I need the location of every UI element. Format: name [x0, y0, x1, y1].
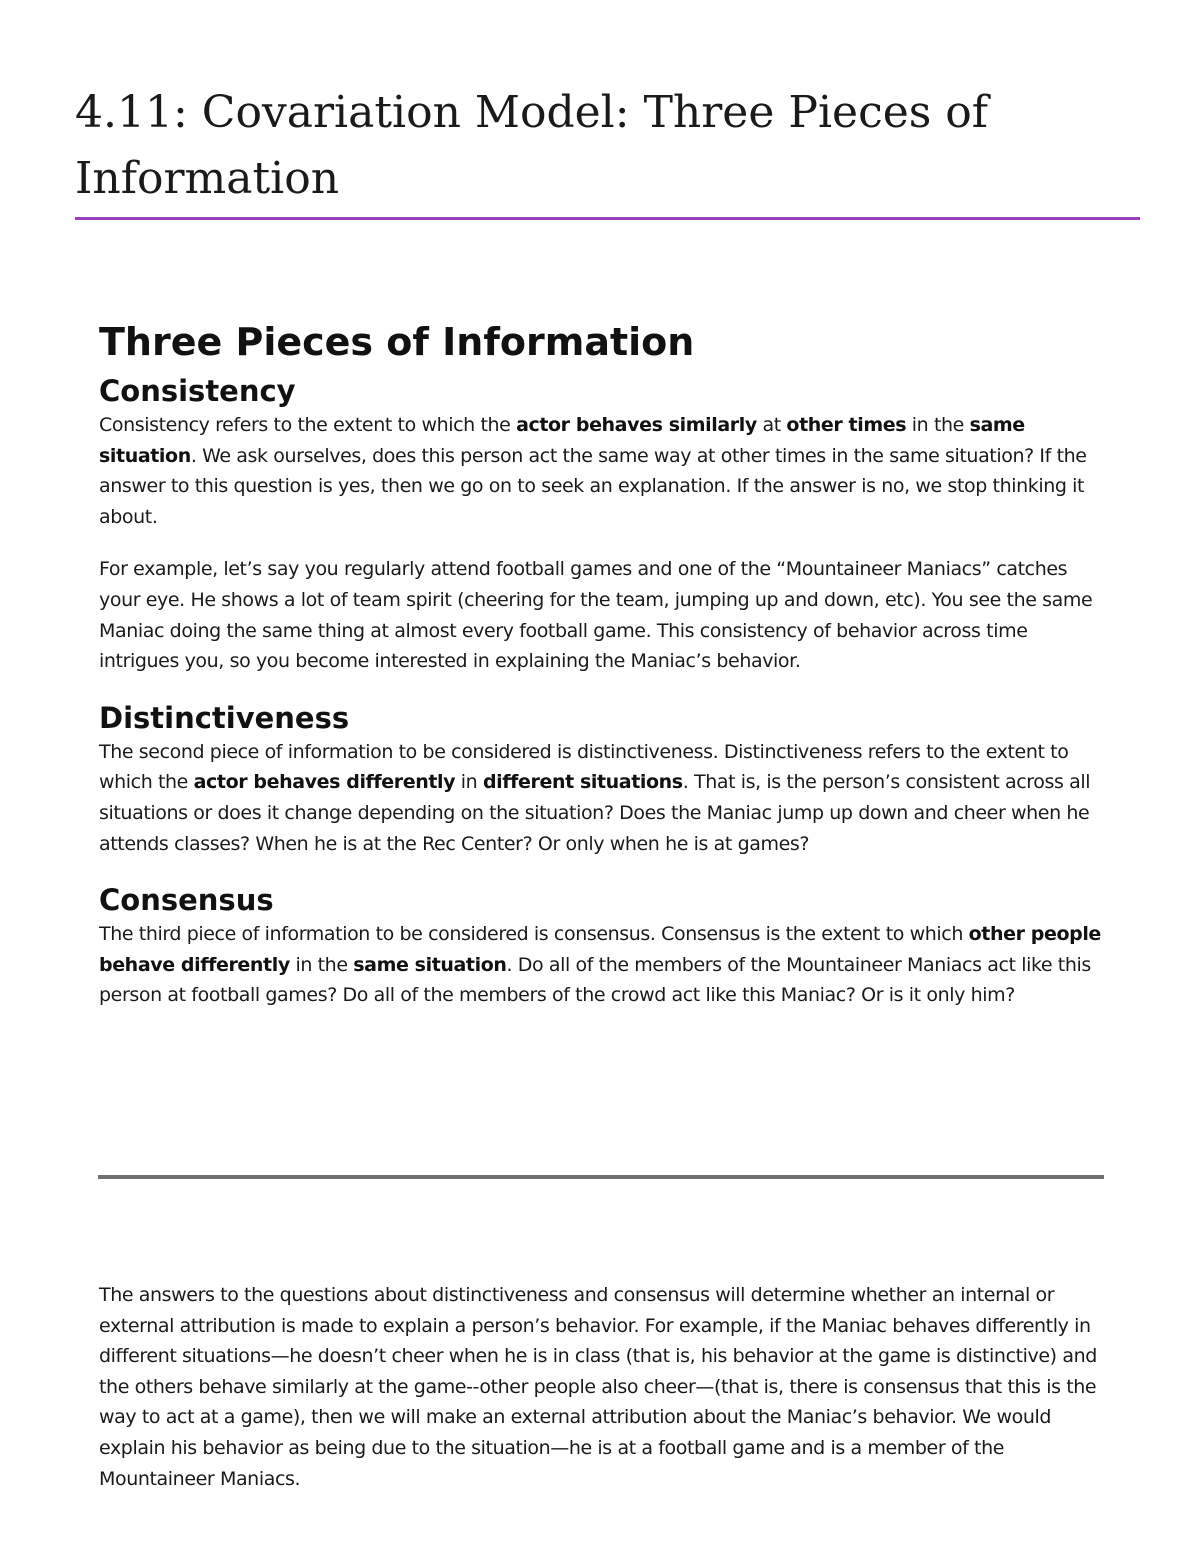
- consistency-example-paragraph: For example, let’s say you regularly attend football games and one of the “Mountaineer Maniacs” catches your eye. He shows a lot of team spirit (cheering for the team, jumping up and down, etc). You see the same Maniac doing the same thing at almost every football game. This consistency of behavior across time intrigues you, so you become interested in explaining the Maniac’s behavior.: [99, 558, 1093, 673]
- bold-phrase: other times: [786, 414, 907, 436]
- consistency-heading: Consistency: [99, 374, 296, 408]
- bold-phrase: actor behaves similarly: [516, 414, 757, 436]
- text-run: in the: [289, 953, 354, 976]
- consensus-heading: Consensus: [99, 883, 274, 918]
- text-run: in the: [906, 414, 970, 436]
- bold-phrase: same situation: [353, 953, 507, 976]
- horizontal-divider: [98, 1175, 1104, 1179]
- bold-phrase: actor behaves differently: [193, 771, 456, 794]
- bold-phrase: different situations: [482, 771, 683, 794]
- text-run: The third piece of information to be considered is consensus. Consensus is the extent to which: [99, 923, 969, 946]
- distinctiveness-paragraph: [99, 737, 1109, 859]
- text-run: The second piece of information to be considered is distinctiveness. Distinctiveness refers to the extent to which the: [99, 740, 1069, 794]
- consistency-paragraph: [99, 410, 1109, 532]
- bold-phrase: other people behave differently: [99, 923, 1101, 976]
- distinctiveness-heading: Distinctiveness: [99, 700, 350, 735]
- text-run: . Do all of the members of the Mountaineer Maniacs act like this person at football games? Do all of the members of the crowd act like this Maniac? Or is it only him?: [99, 953, 1091, 1007]
- section-title: Three Pieces of Information: [99, 320, 695, 364]
- main-content: [99, 318, 1109, 1033]
- text-run: Consistency refers to the extent to which the: [99, 414, 517, 436]
- text-run: at: [756, 414, 787, 436]
- consensus-paragraph: [99, 919, 1109, 1011]
- closing-paragraph: The answers to the questions about distinctiveness and consensus will determine whether an internal or external attribution is made to explain a person’s behavior. For example, if the Maniac behaves differently in different situations—he doesn’t cheer when he is in class (that is, his behavior at the game is distinctive) and the others behave similarly at the game--other people also cheer—(that is, there is consensus that this is the way to act at a game), then we will make an external attribution about the Maniac’s behavior. We would explain his behavior as being due to the situation—he is at a football game and is a member of the Mountaineer Maniacs.: [99, 1284, 1097, 1490]
- text-run: in: [455, 771, 483, 794]
- text-run: . We ask ourselves, does this person act the same way at other times in the same situation? If the answer to this question is yes, then we go on to seek an explanation. If the answer is no, we stop thinking it about.: [99, 444, 1087, 528]
- text-run: . That is, is the person’s consistent across all situations or does it change depending on the situation? Does the Maniac jump up down and cheer when he attends classes? When he is at the Rec Center? Or only when he is at games?: [99, 771, 1091, 855]
- bold-phrase: same situation: [99, 414, 1025, 467]
- title-underline: [75, 217, 1140, 220]
- page-title: 4.11: Covariation Model: Three Pieces of Information: [75, 87, 989, 204]
